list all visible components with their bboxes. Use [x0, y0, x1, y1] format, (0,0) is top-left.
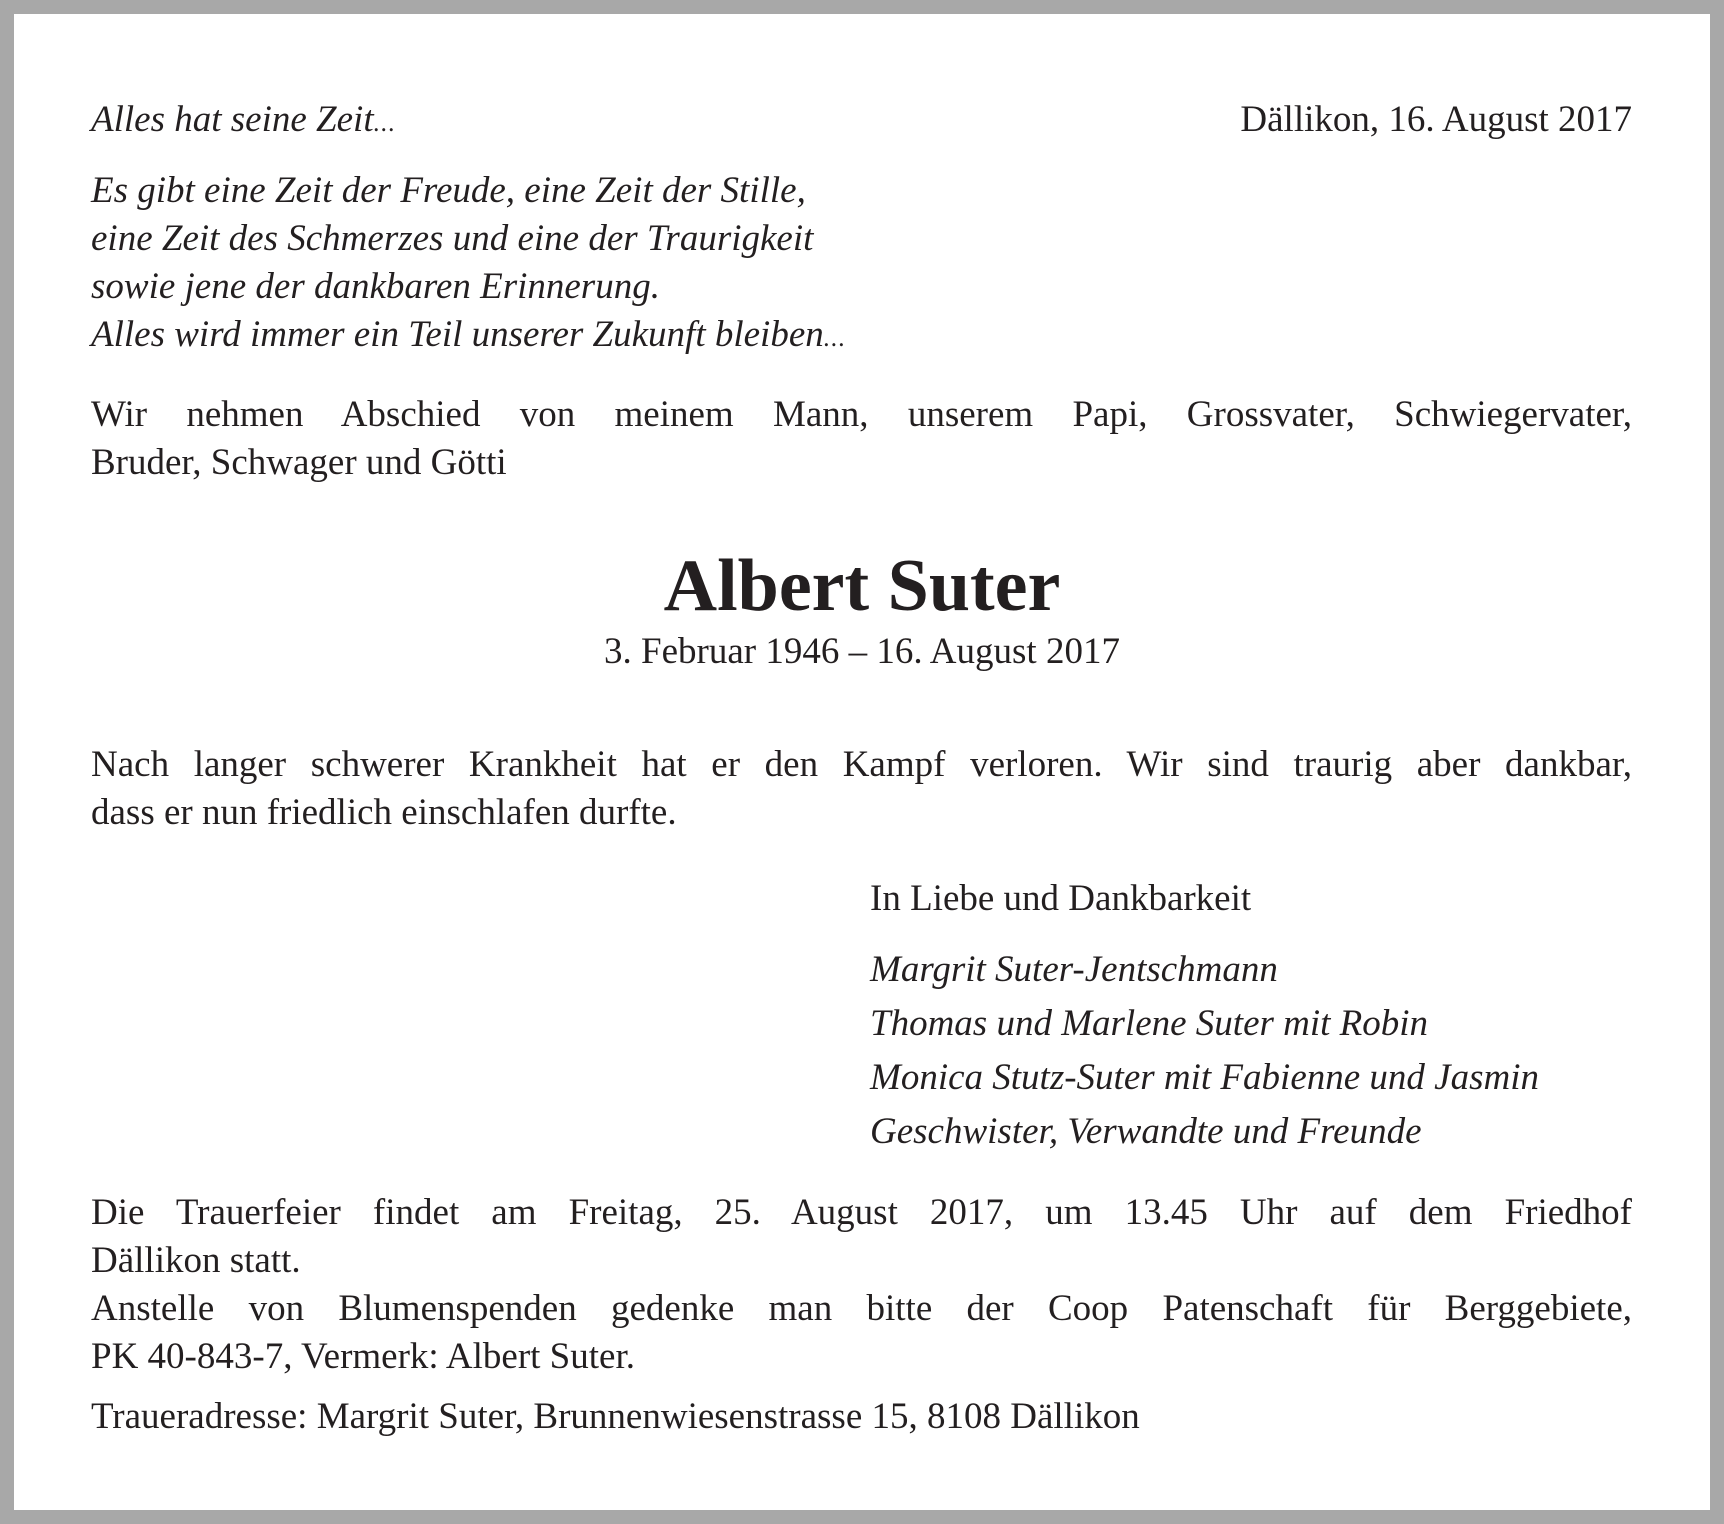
- poem-line: Alles wird immer ein Teil unserer Zukunft bleiben: [91, 314, 824, 355]
- deceased-name: Albert Suter: [663, 545, 1061, 627]
- place-date: Dällikon, 16. August 2017: [1240, 99, 1632, 140]
- poem-line: Es gibt eine Zeit der Freude, eine Zeit der Stille,: [91, 170, 806, 211]
- poem-line: eine Zeit des Schmerzes und eine der Traurigkeit: [91, 218, 814, 259]
- motto-ellipsis: ...: [373, 108, 397, 137]
- mourner-name: Monica Stutz-Suter mit Fabienne und Jasmin: [870, 1057, 1539, 1098]
- farewell-line: Bruder, Schwager und Götti: [91, 442, 507, 483]
- mourners-intro: In Liebe und Dankbarkeit: [870, 878, 1252, 919]
- mourner-name: Thomas und Marlene Suter mit Robin: [870, 1003, 1429, 1044]
- ceremony-line: Die Trauerfeier findet am Freitag, 25. August 2017, um 13.45 Uhr auf dem Friedhof: [91, 1192, 1632, 1233]
- message-line: Nach langer schwerer Krankheit hat er den Kampf verloren. Wir sind traurig aber dankbar,: [91, 744, 1632, 785]
- mourner-name: Margrit Suter-Jentschmann: [870, 949, 1278, 990]
- ceremony-line: Dällikon statt.: [91, 1240, 301, 1281]
- ceremony-paragraph: [91, 1189, 1632, 1381]
- ceremony-line: PK 40-843-7, Vermerk: Albert Suter.: [91, 1336, 635, 1377]
- mourner-name: Geschwister, Verwandte und Freunde: [870, 1111, 1422, 1152]
- message-line: dass er nun friedlich einschlafen durfte.: [91, 792, 677, 833]
- obituary-page: [14, 14, 1710, 1510]
- message-paragraph: [91, 741, 1632, 837]
- farewell-paragraph: [91, 391, 1632, 487]
- poem-ellipsis: ...: [823, 323, 847, 352]
- motto-text: Alles hat seine Zeit: [91, 99, 374, 140]
- poem-line-last: [91, 311, 846, 362]
- ceremony-line: Anstelle von Blumenspenden gedenke man bitte der Coop Patenschaft für Berggebiete,: [91, 1288, 1632, 1329]
- motto: [91, 96, 396, 147]
- mourning-address: Traueradresse: Margrit Suter, Brunnenwiesenstrasse 15, 8108 Dällikon: [91, 1396, 1140, 1437]
- poem-line: sowie jene der dankbaren Erinnerung.: [91, 266, 660, 307]
- deceased-dates: 3. Februar 1946 – 16. August 2017: [604, 631, 1120, 672]
- farewell-line: Wir nehmen Abschied von meinem Mann, unserem Papi, Grossvater, Schwiegervater,: [91, 394, 1632, 435]
